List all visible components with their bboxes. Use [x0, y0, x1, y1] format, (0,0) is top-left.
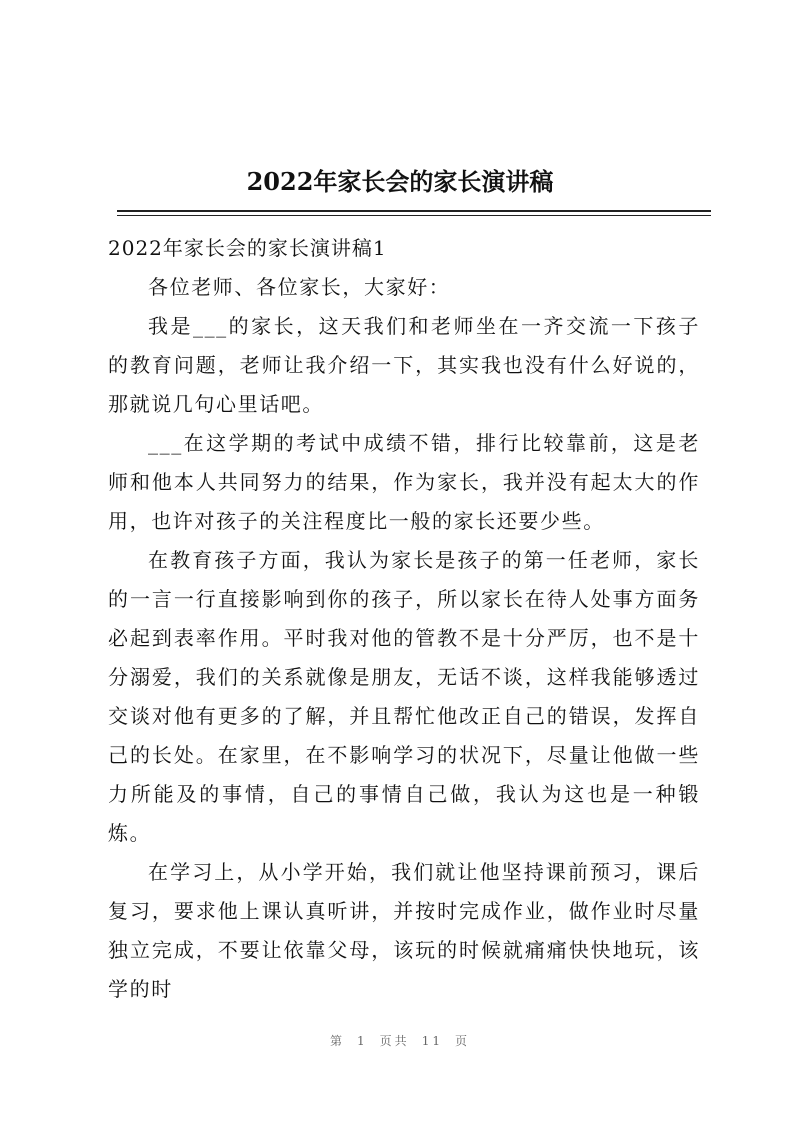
footer-middle: 页共	[379, 1034, 410, 1048]
paragraph-1: 我是___的家长，这天我们和老师坐在一齐交流一下孩子的教育问题，老师让我介绍一下，其实我也没有什么好说的，那就说几句心里话吧。	[108, 314, 700, 416]
title-divider-thick	[117, 210, 711, 212]
footer-prefix: 第	[330, 1034, 346, 1048]
title-divider-thin	[117, 215, 711, 216]
section-heading: 2022年家长会的家长演讲稿1	[108, 236, 387, 260]
paragraph-3: 在教育孩子方面，我认为家长是孩子的第一任老师，家长的一言一行直接影响到你的孩子，所以家长在待人处事方面务必起到表率作用。平时我对他的管教不是十分严厉，也不是十分溺爱，我们的关系就像是朋友，无话不谈，这样我能够透过交谈对他有更多的了解，并且帮忙他改正自己的错误，发挥自己的长处。在家里，在不影响学习的状况下，尽量让他做一些力所能及的事情，自己的事情自己做，我认为这也是一种锻炼。	[108, 548, 700, 845]
paragraph-2: ___在这学期的考试中成绩不错，排行比较靠前，这是老师和他本人共同努力的结果，作为家长，我并没有起太大的作用，也许对孩子的关注程度比一般的家长还要少些。	[108, 431, 700, 533]
document-body	[108, 229, 700, 1009]
document-title: 2022年家长会的家长演讲稿	[246, 167, 554, 196]
paragraph-greeting: 各位老师、各位家长，大家好：	[148, 275, 451, 299]
footer-current-page: 1	[357, 1034, 368, 1048]
page-footer	[0, 1032, 800, 1049]
paragraph-4: 在学习上，从小学开始，我们就让他坚持课前预习，课后复习，要求他上课认真听讲，并按时完成作业，做作业时尽量独立完成，不要让依靠父母，该玩的时候就痛痛快快地玩，该学的时	[108, 860, 700, 1001]
footer-suffix: 页	[454, 1034, 470, 1048]
footer-total-pages: 11	[421, 1034, 443, 1048]
